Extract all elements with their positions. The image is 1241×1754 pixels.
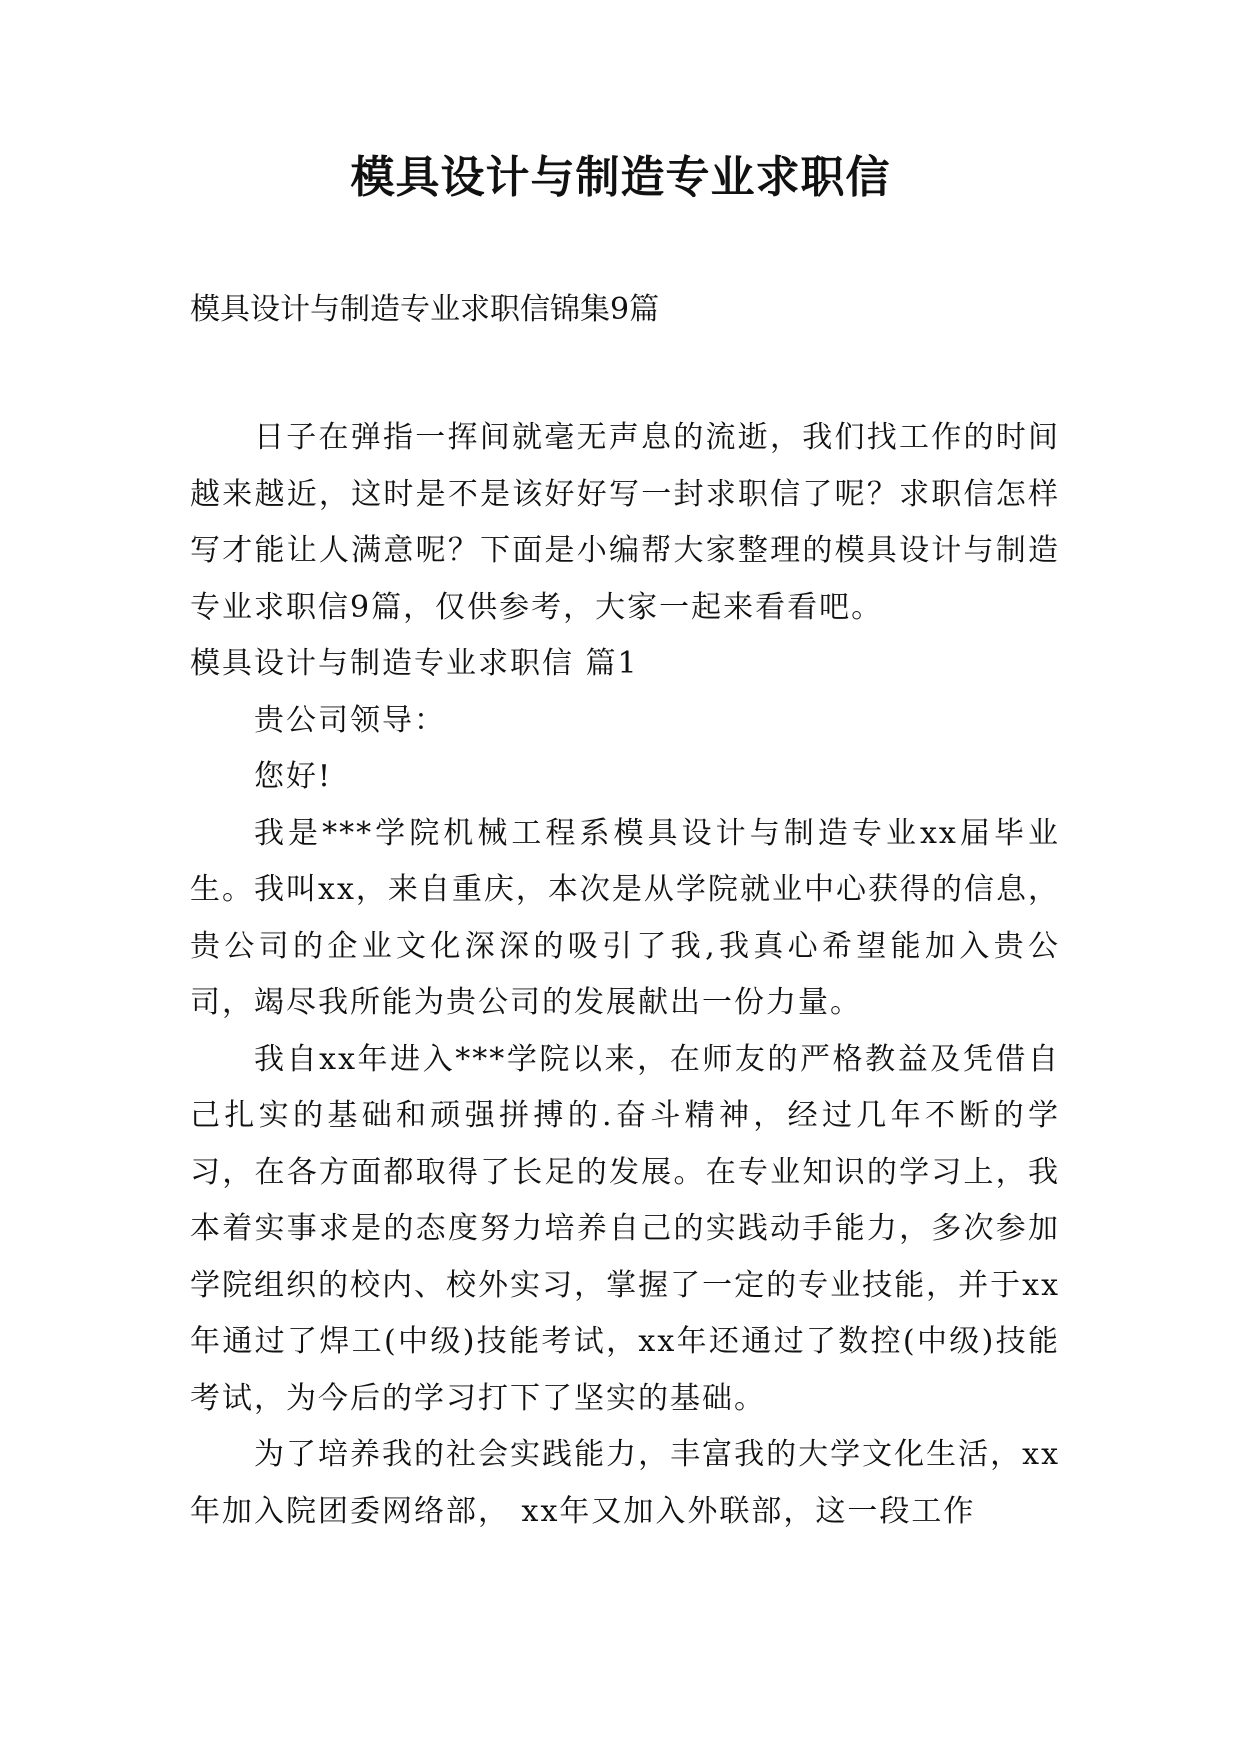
section-heading: 模具设计与制造专业求职信 篇1	[190, 646, 639, 681]
greeting: 您好!	[254, 759, 333, 794]
body-paragraph-2: 我自xx年进入***学院以来，在师友的严格教益及凭借自己扎实的基础和顽强拼搏的.奋斗精神，经过几年不断的学习，在各方面都取得了长足的发展。在专业知识的学习上，我本着实事求是的态度努力培养自己的实践动手能力，多次参加学院组织的校内、校外实习，掌握了一定的专业技能，并于xx年通过了焊工(中级)技能考试，xx年还通过了数控(中级)技能考试，为今后的学习打下了坚实的基础。	[190, 1041, 1060, 1416]
intro-paragraph: 日子在弹指一挥间就毫无声息的流逝，我们找工作的时间越来越近，这时是不是该好好写一封求职信了呢？求职信怎样写才能让人满意呢？下面是小编帮大家整理的模具设计与制造专业求职信9篇，仅供参考，大家一起来看看吧。	[190, 420, 1060, 625]
body-paragraph-3: 为了培养我的社会实践能力，丰富我的大学文化生活，xx年加入院团委网络部， xx年又加入外联部，这一段工作	[190, 1437, 1060, 1529]
document-subtitle: 模具设计与制造专业求职信锦集9篇	[190, 292, 660, 327]
document-body	[190, 410, 1060, 1540]
document-title: 模具设计与制造专业求职信	[350, 152, 891, 203]
body-paragraph-1: 我是***学院机械工程系模具设计与制造专业xx届毕业生。我叫xx，来自重庆，本次是从学院就业中心获得的信息，贵公司的企业文化深深的吸引了我,我真心希望能加入贵公司，竭尽我所能为贵公司的发展献出一份力量。	[190, 815, 1060, 1020]
salutation: 贵公司领导：	[254, 702, 446, 738]
